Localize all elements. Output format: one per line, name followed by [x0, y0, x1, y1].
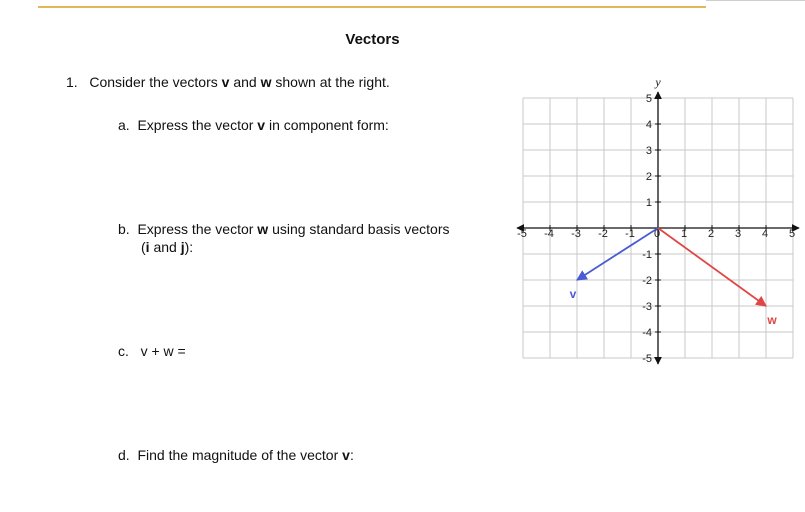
part-d-text-start: Find the magnitude of the vector: [137, 447, 343, 463]
part-b-and: and: [149, 239, 181, 255]
part-b-paren-open: (: [141, 239, 146, 255]
y-tick-label: -1: [642, 249, 652, 261]
part-b: [118, 221, 450, 238]
vector-w-label: w: [260, 74, 272, 90]
part-b-letter: b.: [118, 221, 130, 237]
vector-w-label: w: [767, 313, 777, 327]
x-tick-label: 0: [653, 228, 661, 240]
question-prompt-start: Consider the vectors: [89, 74, 222, 90]
part-a-text-start: Express the vector: [137, 117, 258, 133]
y-tick-label: 4: [645, 119, 652, 131]
part-d-letter: d.: [118, 447, 130, 463]
vector-v-label: v: [221, 74, 230, 90]
part-c-expression: v + w =: [140, 343, 186, 359]
part-d-vector: v: [342, 447, 350, 463]
part-c-letter: c.: [118, 343, 129, 359]
x-tick-label: -1: [625, 228, 635, 240]
x-tick-label: 2: [707, 228, 715, 240]
x-tick-label: -5: [517, 228, 527, 240]
y-tick-label: -5: [642, 353, 652, 365]
x-tick-label: 4: [761, 228, 769, 240]
question-prompt-end: shown at the right.: [271, 74, 390, 90]
question-prompt-and: and: [229, 74, 261, 90]
x-tick-label: 3: [734, 228, 742, 240]
question-1: [66, 74, 390, 91]
y-tick-label: -2: [642, 275, 652, 287]
y-tick-label: 2: [645, 171, 652, 183]
part-a: [118, 117, 389, 134]
x-tick-label: 1: [680, 228, 688, 240]
x-tick-label: -3: [571, 228, 581, 240]
vector-v-label: v: [569, 287, 577, 301]
part-b-paren-close: ):: [184, 239, 194, 255]
part-a-text-end: in component form:: [265, 117, 389, 133]
part-c: [118, 343, 186, 360]
page-title: Vectors: [345, 31, 400, 48]
x-tick-label: -2: [598, 228, 608, 240]
y-tick-label: 3: [645, 145, 652, 157]
question-number: 1.: [66, 74, 78, 90]
y-tick-label: 5: [645, 93, 652, 105]
header-rule-right: [706, 0, 805, 1]
vector-graph: [500, 62, 805, 382]
y-tick-label: 1: [645, 197, 652, 209]
part-b-vector: w: [257, 221, 269, 237]
graph-canvas: [500, 62, 805, 382]
basis-i: i: [145, 239, 150, 255]
part-b-text-end: using standard basis vectors: [268, 221, 450, 237]
header-rule: [38, 6, 706, 8]
part-a-vector: v: [257, 117, 266, 133]
x-tick-label: 5: [788, 228, 796, 240]
y-axis-label: y: [655, 75, 661, 89]
part-d-text-end: :: [349, 447, 354, 463]
y-tick-label: -3: [642, 301, 652, 313]
basis-j: j: [180, 239, 185, 255]
x-tick-label: -4: [544, 228, 554, 240]
part-a-letter: a.: [118, 117, 130, 133]
part-b-line2: [141, 239, 193, 256]
y-tick-label: -4: [642, 327, 652, 339]
part-d: [118, 447, 354, 464]
part-b-text-start: Express the vector: [137, 221, 258, 237]
